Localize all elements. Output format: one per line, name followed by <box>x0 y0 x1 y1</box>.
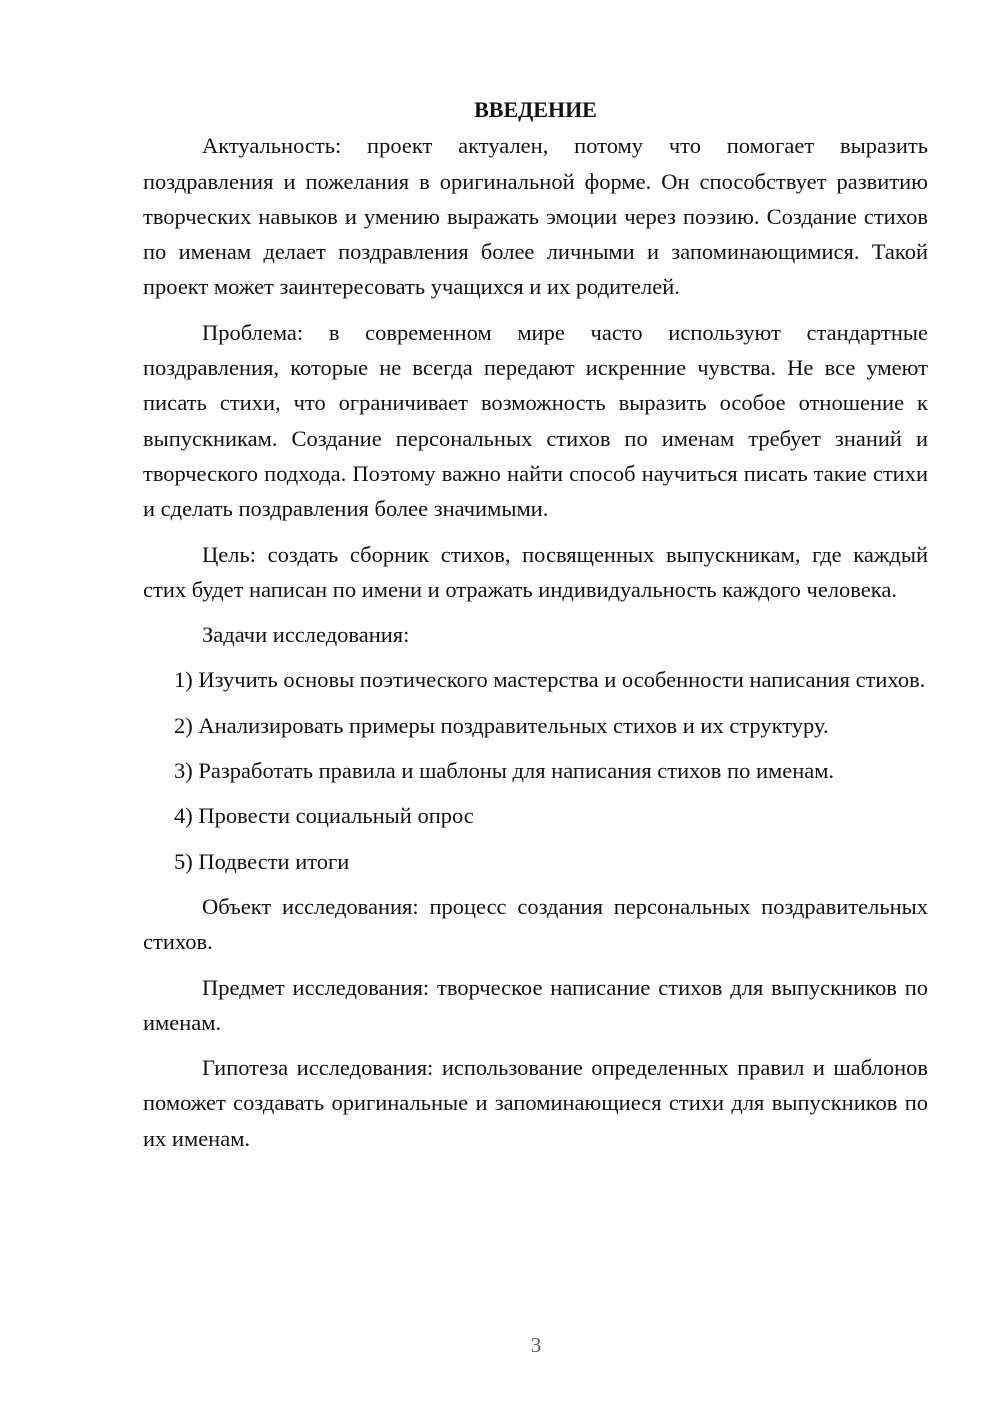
tasks-heading: Задачи исследования: <box>202 622 410 648</box>
page-body <box>143 92 928 1156</box>
task-item: 4) Провести социальный опрос <box>174 803 474 829</box>
task-item: 3) Разработать правила и шаблоны для написания стихов по именам. <box>174 758 835 784</box>
page-number: 3 <box>530 1333 542 1357</box>
relevance-paragraph: Актуальность: проект актуален, потому что помогает выразить поздравления и пожелания в оригинальной форме. Он способствует развитию творческих навыков и умению выражать эмоции через поэзию. Создание стихов по именам делает поздравления более личными и запоминающимися. Такой проект может заинтересовать учащихся и их родителей. <box>143 133 928 300</box>
task-item: 5) Подвести итоги <box>174 848 350 874</box>
page-title: ВВЕДЕНИЕ <box>474 97 597 122</box>
object-paragraph: Объект исследования: процесс создания персональных поздравительных стихов. <box>143 893 928 955</box>
problem-paragraph: Проблема: в современном мире часто используют стандартные поздравления, которые не всегда передают искренние чувства. Не все умеют писать стихи, что ограничивает возможность выразить особое отношение к выпускникам. Создание персональных стихов по именам требует знаний и творческого подхода. Поэтому важно найти способ научиться писать такие стихи и сделать поздравления более значимыми. <box>143 319 928 522</box>
task-item: 2) Анализировать примеры поздравительных стихов и их структуру. <box>174 712 829 738</box>
hypothesis-paragraph: Гипотеза исследования: использование определенных правил и шаблонов поможет создавать оригинальные и запоминающиеся стихи для выпускников по их именам. <box>143 1055 928 1151</box>
goal-paragraph: Цель: создать сборник стихов, посвященных выпускникам, где каждый стих будет написан по имени и отражать индивидуальность каждого человека. <box>143 541 928 602</box>
subject-paragraph: Предмет исследования: творческое написание стихов для выпускников по именам. <box>143 974 928 1035</box>
task-item: 1) Изучить основы поэтического мастерства и особенности написания стихов. <box>174 667 926 693</box>
